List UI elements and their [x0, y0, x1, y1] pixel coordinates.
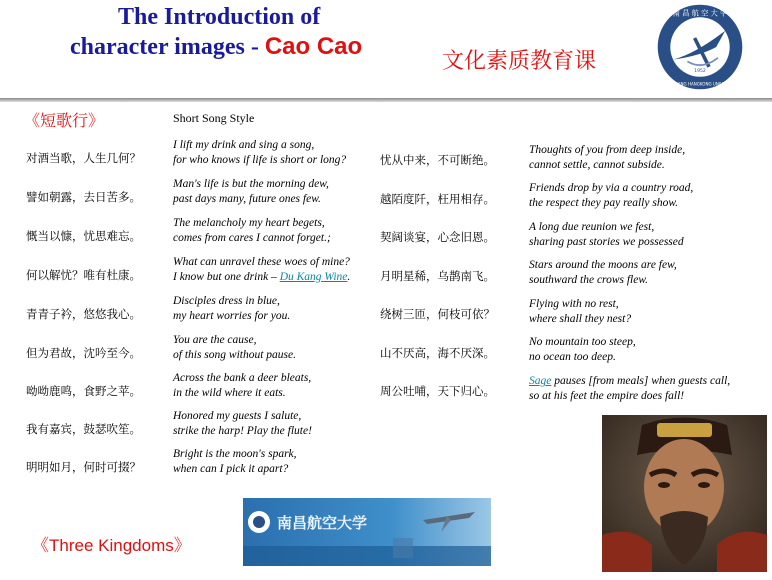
right-cn-line-5: 绕树三匝，何枝可依？ — [380, 307, 495, 321]
right-en-stanza-6 — [529, 335, 636, 365]
right-en-stanza-7 — [529, 374, 730, 404]
left-cn-line-1: 对酒当歌，人生几何？ — [26, 151, 141, 165]
left-en-stanza-8 — [173, 409, 312, 439]
left-cn-line-8: 我有嘉宾，鼓瑟吹笙。 — [26, 422, 141, 436]
title-line-2 — [70, 33, 362, 61]
left-cn-line-5: 青青子衿，悠悠我心。 — [26, 307, 141, 321]
poem-title-cn: 《短歌行》 — [24, 111, 105, 130]
right-cn-line-6: 山不厌高，海不厌深。 — [380, 346, 495, 360]
right-en-stanza-5 — [529, 297, 631, 327]
title-name: Cao Cao — [264, 33, 363, 60]
right-en-5a: Flying with no rest, — [529, 298, 619, 310]
left-en-4a: What can unravel these woes of mine? — [173, 256, 350, 268]
sage-link[interactable]: Sage — [529, 375, 552, 387]
left-en-5a: Disciples dress in blue, — [173, 295, 280, 307]
logo-year: 1952 — [694, 69, 706, 75]
right-en-4b: southward the crows flew. — [529, 274, 649, 286]
right-en-6a: No mountain too steep, — [529, 336, 636, 348]
left-en-5b: my heart worries for you. — [173, 310, 291, 322]
right-en-1b: cannot settle, cannot subside. — [529, 159, 665, 171]
right-en-3a: A long due reunion we fest, — [529, 221, 655, 233]
left-en-stanza-1 — [173, 138, 346, 168]
banner-text: 南昌航空大学 — [277, 514, 368, 532]
course-label: 文化素质教育课 — [442, 49, 597, 74]
left-cn-line-6: 但为君故，沈吟至今。 — [26, 346, 141, 360]
right-cn-line-1: 忧从中来，不可断绝。 — [380, 153, 495, 167]
right-en-4a: Stars around the moons are few, — [529, 259, 677, 271]
left-en-7a: Across the bank a deer bleats, — [173, 372, 312, 384]
university-logo — [655, 2, 745, 92]
left-en-stanza-3 — [173, 216, 331, 246]
left-en-stanza-9 — [173, 447, 297, 477]
title-prefix: character images - — [70, 34, 265, 60]
left-en-stanza-5 — [173, 294, 290, 324]
left-en-8a: Honored my guests I salute, — [173, 410, 302, 422]
right-en-7a-suffix: pauses [from meals] when guests call, — [551, 375, 731, 387]
left-en-3b: comes from cares I cannot forget.; — [173, 232, 331, 244]
right-cn-line-3: 契阔谈宴，心念旧恩。 — [380, 230, 495, 244]
right-en-2b: the respect they pay really show. — [529, 197, 679, 209]
header-divider — [0, 98, 772, 102]
right-en-3b: sharing past stories we possessed — [529, 236, 684, 248]
left-cn-line-9: 明明如月，何时可掇？ — [26, 460, 141, 474]
right-en-stanza-2 — [529, 181, 693, 211]
left-en-4b-suffix: . — [347, 271, 351, 283]
left-en-9a: Bright is the moon's spark, — [173, 448, 297, 460]
right-cn-line-4: 月明星稀，乌鹊南飞。 — [380, 269, 495, 283]
left-en-7b: in the wild where it eats. — [173, 387, 286, 399]
left-en-4b — [173, 270, 350, 285]
left-cn-line-3: 慨当以慷，忧思难忘。 — [26, 229, 141, 243]
right-en-stanza-4 — [529, 258, 677, 288]
three-kingdoms-label: 《Three Kingdoms》 — [32, 536, 191, 555]
cao-cao-portrait — [602, 415, 767, 572]
right-en-2a: Friends drop by via a country road, — [529, 182, 694, 194]
logo-bottom-text: NANCHANG HANGKONG UNIVERSITY — [663, 81, 737, 87]
university-banner — [243, 498, 491, 566]
left-en-4b-prefix: I know but one drink – — [173, 271, 280, 283]
right-cn-line-2: 越陌度阡，枉用相存。 — [380, 192, 495, 206]
right-en-1a: Thoughts of you from deep inside, — [529, 144, 686, 156]
left-en-1a: I lift my drink and sing a song, — [173, 139, 315, 151]
left-en-3a: The melancholy my heart begets, — [173, 217, 325, 229]
left-en-1b: for who knows if life is short or long? — [173, 154, 347, 166]
left-en-8b: strike the harp! Play the flute! — [173, 425, 312, 437]
du-kang-wine-link[interactable]: Du Kang Wine — [279, 271, 348, 283]
right-cn-line-7: 周公吐哺，天下归心。 — [380, 384, 495, 398]
left-cn-line-7: 呦呦鹿鸣，食野之苹。 — [26, 384, 141, 398]
right-en-5b: where shall they nest? — [529, 313, 632, 325]
left-en-stanza-2 — [173, 177, 329, 207]
right-en-6b: no ocean too deep. — [529, 351, 616, 363]
left-cn-line-2: 譬如朝露，去日苦多。 — [26, 190, 141, 204]
left-en-2b: past days many, future ones few. — [173, 193, 321, 205]
left-en-6b: of this song without pause. — [173, 349, 296, 361]
right-en-7b: so at his feet the empire does fall! — [529, 390, 685, 402]
right-en-7a — [529, 374, 730, 389]
left-cn-line-4: 何以解忧？唯有杜康。 — [26, 268, 141, 282]
left-en-stanza-7 — [173, 371, 311, 401]
title-line-1: The Introduction of — [118, 4, 321, 30]
left-en-stanza-4 — [173, 255, 350, 285]
poem-title-en: Short Song Style — [173, 111, 255, 125]
left-en-stanza-6 — [173, 333, 296, 363]
left-en-6a: You are the cause, — [173, 334, 257, 346]
right-en-stanza-3 — [529, 220, 684, 250]
right-en-stanza-1 — [529, 143, 685, 173]
left-en-2a: Man's life is but the morning dew, — [173, 178, 329, 190]
logo-arc-text: 南 昌 航 空 大 学 — [672, 8, 728, 18]
left-en-9b: when can I pick it apart? — [173, 463, 289, 475]
